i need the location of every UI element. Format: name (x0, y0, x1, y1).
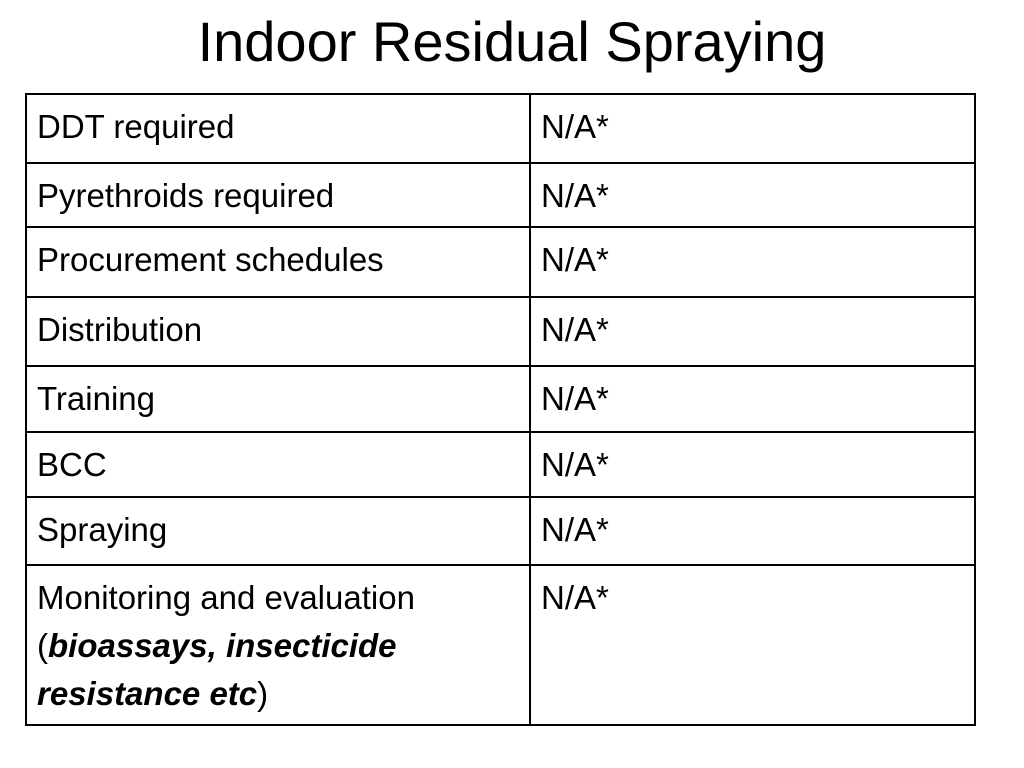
table-row (26, 565, 975, 725)
activity-cell: Spraying (26, 497, 530, 565)
status-cell: N/A* (530, 163, 975, 227)
table-row (26, 227, 975, 297)
status-cell: N/A* (530, 94, 975, 163)
table-row (26, 94, 975, 163)
activity-cell (26, 565, 530, 725)
activity-cell: Pyrethroids required (26, 163, 530, 227)
table-row (26, 297, 975, 366)
status-cell: N/A* (530, 227, 975, 297)
table-row (26, 432, 975, 497)
status-cell: N/A* (530, 565, 975, 725)
activity-open-paren: ( (37, 627, 48, 664)
status-cell: N/A* (530, 297, 975, 366)
activity-detail: bioassays, insecticide resistance etc (37, 627, 397, 712)
activity-close-paren: ) (257, 675, 269, 712)
activity-label: Monitoring and evaluation (37, 579, 415, 616)
status-cell: N/A* (530, 366, 975, 432)
table-row (26, 497, 975, 565)
activity-cell: BCC (26, 432, 530, 497)
status-cell: N/A* (530, 432, 975, 497)
status-cell: N/A* (530, 497, 975, 565)
irs-table (25, 93, 976, 726)
irs-table-container (25, 93, 974, 726)
table-row (26, 163, 975, 227)
slide-title: Indoor Residual Spraying (197, 10, 827, 73)
activity-cell: Distribution (26, 297, 530, 366)
activity-cell: DDT required (26, 94, 530, 163)
activity-cell: Procurement schedules (26, 227, 530, 297)
table-row (26, 366, 975, 432)
activity-cell: Training (26, 366, 530, 432)
